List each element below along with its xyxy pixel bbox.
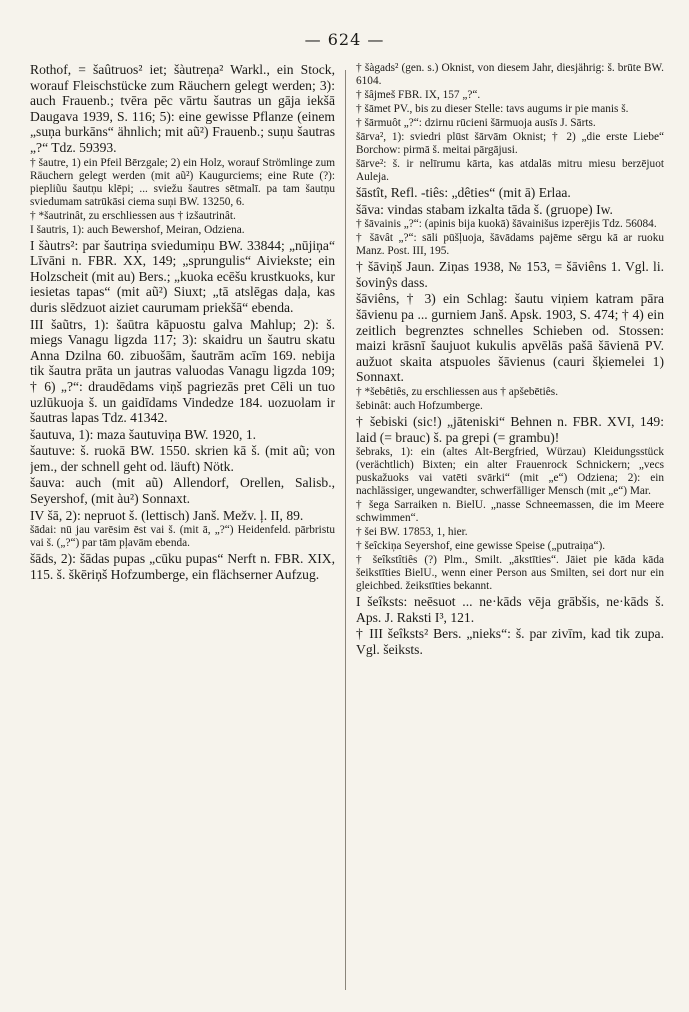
dictionary-entry: † šâjmeš FBR. IX, 157 „?“. bbox=[356, 89, 481, 101]
dictionary-entry: šāstît, Refl. -tiês: „dêties“ (mit ā) Erlaa. bbox=[356, 185, 571, 200]
dictionary-entry: † šeîckiņa Seyershof, eine gewisse Speise („putraiņa“). bbox=[356, 540, 606, 553]
dictionary-entry: šauva: auch (mit aũ) Allendorf, Orellen, Salisb., Seyershof, (mit àu²) Sonnaxt. bbox=[30, 475, 335, 507]
dictionary-entry: † šāviņš Jaun. Ziņas 1938, № 153, = šāviêns 1. Vgl. li. šovinŷs dass. bbox=[356, 259, 664, 290]
dictionary-entry: šautuva, 1): maza šautuviņa BW. 1920, 1. bbox=[30, 426, 257, 442]
dictionary-entry: šebinât: auch Hofzumberge. bbox=[356, 399, 483, 412]
dictionary-entry: † *šautrinât, zu erschliessen aus † izšautrinât. bbox=[30, 209, 236, 222]
dictionary-entry: šārva², 1): sviedri plūst šārvām Oknist; † 2) „die erste Liebe“ Borchow: pirmā š. meitai pārgājusi. bbox=[356, 131, 664, 156]
dictionary-entry: III šaũtrs, 1): šaūtra kāpuostu galva Mahlup; 2): š. miegs Vanagu ligzda 117; 3): skaidru un šautru skatu Anna Dzilna 60. zibuošām, šautrām acīm 169. nebija tik šautra prāta un jautras valuodas Vanagu ligzda 109; † 6) „?“: draudēdams viņš pagriezās pret Cēli un tuo uzlūkuoja š. un gaidīdams Vindedze 184. uozuolam ir šautras lapas Tdz. 41342. bbox=[30, 316, 335, 426]
dictionary-entry: † šeîkstîtiês (?) Plm., Smilt. „ākstīties“. Jāiet pie kāda kāda šeikstīties BielU., wenn einer Person aus Smilten, sei dort nur ein gleichbed. žeikstīties bekannt. bbox=[356, 554, 664, 593]
dictionary-entry: † šautre, 1) ein Pfeil Bērzgale; 2) ein Holz, worauf Strömlinge zum Räuchern gelegt werden (mit aũ²) Kaugurciems; eine Rute (?): piepliũu šautņu klēpi; ... sviežu šautres sētmalī. pa tam šautņu sviedumam satrūkāsi ciema suņi BW. 13250, 6. bbox=[30, 156, 335, 208]
dictionary-entry: I šàutrs²: par šautriņa sviedumiņu BW. 33844; „nūjiņa“ Līvāni n. FBR. XX, 149; „sprungulis“ Aiviekste; ein Holzscheit (mit au) Bers.; „kuoka ecēšu krustkuoks, kur iesietas tapas“ (mit aũ²) Siuxt; „tā atslēgas daļa, kas duris slēdzuot aiziet caurumam priekšā“ ebenda. bbox=[30, 237, 335, 315]
dictionary-entry: † šàgads² (gen. s.) Oknist, von diesem Jahr, diesjährig: š. brūte BW. 6104. bbox=[356, 62, 664, 87]
dictionary-entry: † šārmuôt „?“: dzirnu rūcieni šārmuoja ausīs J. Sārts. bbox=[356, 117, 596, 129]
column-rule bbox=[345, 70, 346, 990]
dictionary-entry: šāva: vindas stabam izkalta tāda š. (gruope) Iw. bbox=[356, 201, 613, 217]
dictionary-entry: † šega Sarraiken n. BielU. „nasse Schneemassen, die im Meere schwimmen“. bbox=[356, 499, 664, 525]
left-column bbox=[30, 62, 335, 998]
dictionary-entry: † šebiski (sic!) „jāteniski“ Behnen n. FBR. XVI, 149: laid (= brauc) š. pa grepi (= grambu)! bbox=[356, 413, 664, 445]
dictionary-entry: I šautris, 1): auch Bewershof, Meiran, Odziena. bbox=[30, 223, 245, 236]
dictionary-entry: † III šeîksts² Bers. „nieks“: š. par zivīm, kad tik zupa. Vgl. šeiksts. bbox=[356, 626, 664, 657]
dictionary-entry: Rothof, = šaûtruos² iet; šàutreņa² Warkl., ein Stock, worauf Fleischstücke zum Räuchern gelegt werden; 3): auch Frauenb.; tvēra pēc vārtu šautras un gāja iekšā Daugava 1939, S. 116; 5): eine gewisse Pflanze (einem „suņa burkāns“ ähnlich; mit aũ²) Frauenb.; suņu šautras „?“ Tdz. 59393. bbox=[30, 62, 335, 155]
right-column bbox=[356, 62, 664, 998]
dictionary-entry: † šāvainis „?“: (apinis bija kuokā) šāvainišus izperējis Tdz. 56084. bbox=[356, 218, 657, 231]
dictionary-entry: † *šebêtiês, zu erschliessen aus † apšebētiês. bbox=[356, 385, 559, 398]
dictionary-entry: šārve²: š. ir nelīrumu kārta, kas atdalās mitru miesu berzējuot Auleja. bbox=[356, 158, 664, 183]
dictionary-entry: † šei BW. 17853, 1, hier. bbox=[356, 526, 468, 539]
dictionary-entry: šebraks, 1): ein (altes Alt-Bergfried, Würzau) Kleidungsstück (verächtlich) Bixten; ein alter Frauenrock Schnickern; „vecs puskažuoks vai vatēti svārki“ (mit „e“) Odziena; 2): ein nachlässiger, ungewandter, schwerfälliger Mensch (mit „e“) Mar. bbox=[356, 446, 664, 498]
dictionary-entry: † šāvât „?“: sāli pūšļuoja, šāvādams pajēme sērgu kā ar ruoku Manz. Post. III, 195. bbox=[356, 232, 664, 258]
dictionary-entry: I šeîksts: neēsuot ... ne·kāds vēja grābšis, ne·kāds š. Aps. J. Raksti I³, 121. bbox=[356, 594, 664, 625]
dictionary-entry: šāds, 2): šādas pupas „cūku pupas“ Nerft n. FBR. XIX, 115. š. škēriņš Hofzumberge, ein flächserner Aufzug. bbox=[30, 551, 335, 582]
dictionary-entry: šāviêns, † 3) ein Schlag: šautu viņiem katram pāra šāvienu pa ... gurniem Janš. Apsk. 1903, S. 474; † 4) ein zeitlich begrenztes schnelles Schieben od. Stossen: maizi krāsnī šaujuot kukulis apvēlās pašā šāvienā PV. aužuot skaita atspuoles šāvienus (cauri šķiemelei 1) Sonnaxt. bbox=[356, 291, 664, 385]
dictionary-entry: IV šā, 2): nepruot š. (lettisch) Janš. Mežv. ļ. II, 89. bbox=[30, 507, 304, 523]
dictionary-entry: šādai: nū jau varēsim ēst vai š. (mit ā, „?“) Heidenfeld. pārbristu vai š. („?“) par tām pļavām ebenda. bbox=[30, 524, 335, 550]
dictionary-entry: † šāmet PV., bis zu dieser Stelle: tavs augums ir pie manis š. bbox=[356, 103, 629, 115]
page-number: — 624 — bbox=[304, 30, 385, 49]
dictionary-entry: šautuve: š. ruokā BW. 1550. skrien kā š. (mit aũ; von jem., der schnell geht od. läuft) Nötk. bbox=[30, 443, 335, 474]
